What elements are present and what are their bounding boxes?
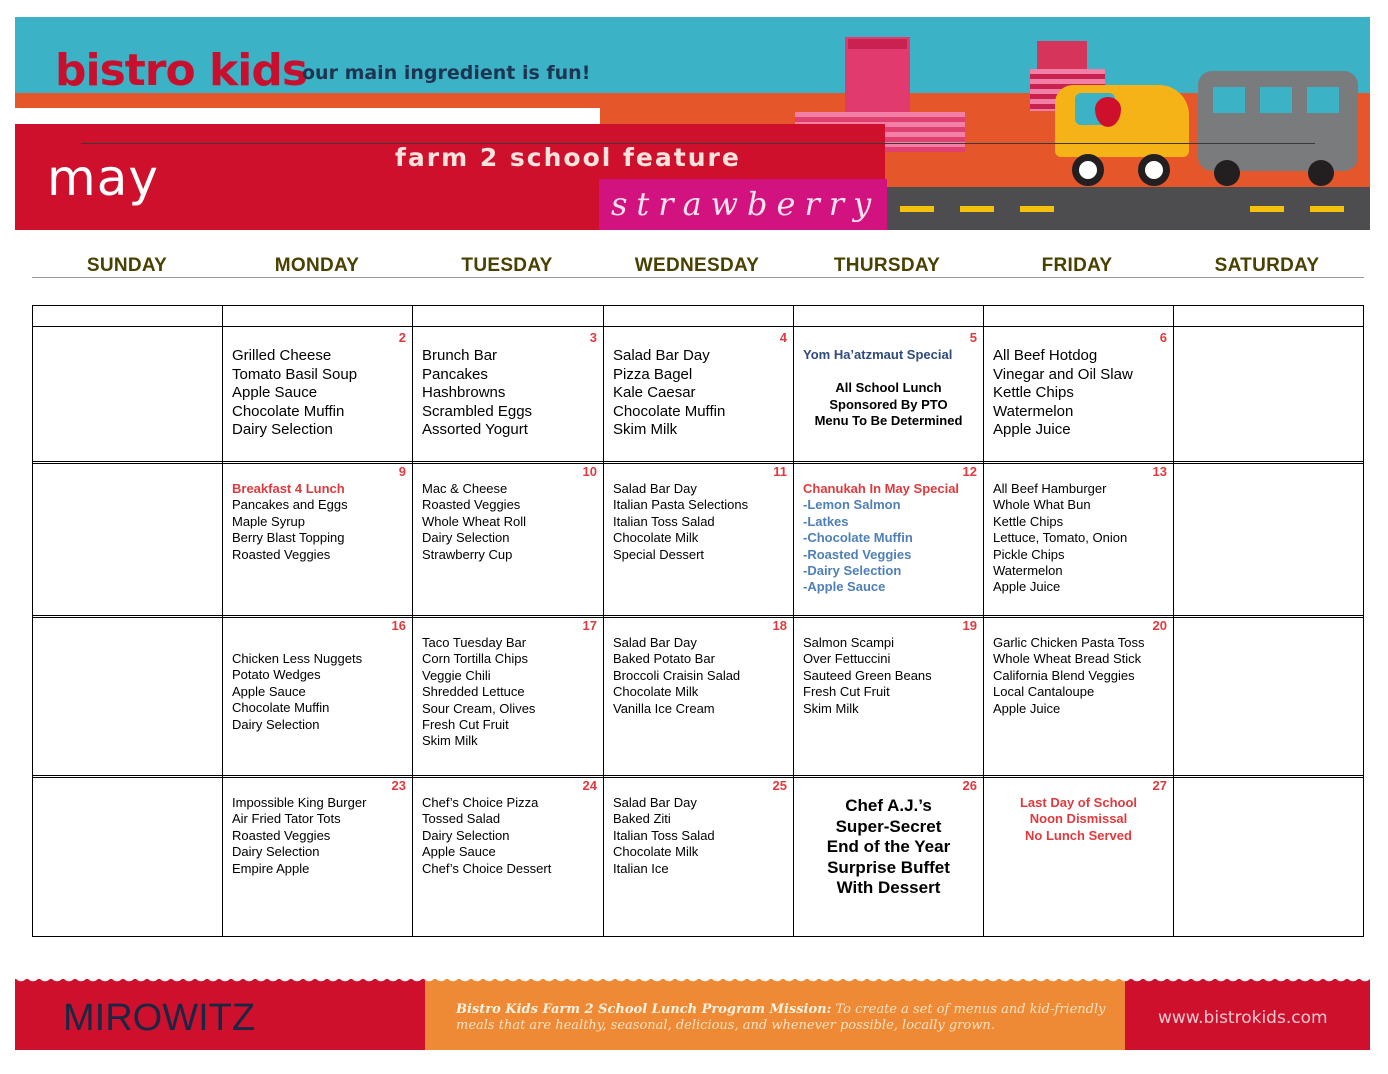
menu-list	[794, 796, 983, 899]
day-cell-17	[413, 618, 603, 774]
menu-item: Tossed Salad	[422, 811, 501, 827]
menu-item: Apple Juice	[993, 700, 1061, 716]
special-title: Chanukah In May Special	[803, 481, 960, 496]
grid-line	[33, 615, 1363, 616]
weekday-monday: MONDAY	[274, 255, 360, 276]
menu-item: Assorted Yogurt	[422, 421, 528, 438]
menu-item: Roasted Veggies	[232, 546, 331, 562]
menu-item: Watermelon	[993, 563, 1063, 579]
menu-list	[984, 795, 1173, 844]
day-cell-24	[413, 778, 603, 936]
building-roof	[848, 39, 907, 49]
header-banner	[15, 17, 1370, 230]
menu-item: Impossible King Burger	[232, 795, 367, 810]
menu-item: All Beef Hotdog	[993, 347, 1098, 364]
menu-item: Air Fried Tator Tots	[232, 811, 341, 827]
footer-banner	[15, 975, 1370, 1050]
menu-item: Salad Bar Day	[613, 795, 697, 810]
menu-list	[422, 795, 551, 877]
menu-item: Apple Sauce	[422, 844, 496, 860]
menu-item: Grilled Cheese	[232, 347, 332, 364]
mission-label: Bistro Kids Farm 2 School Lunch Program Mission:	[456, 1002, 832, 1017]
bus-illustration	[1198, 71, 1358, 171]
menu-item: Mac & Cheese	[422, 481, 508, 496]
menu-item: Empire Apple	[232, 860, 310, 876]
menu-item: Local Cantaloupe	[993, 684, 1095, 700]
menu-item: Italian Pasta Selections	[613, 497, 749, 513]
wheel-icon	[1072, 154, 1104, 186]
menu-item: -Lemon Salmon	[803, 497, 901, 513]
grid-line	[1173, 306, 1174, 936]
menu-item: Italian Toss Salad	[613, 513, 715, 529]
menu-list	[422, 347, 532, 440]
road-illustration	[885, 187, 1370, 230]
date-number: 19	[962, 618, 977, 633]
menu-item: Apple Juice	[993, 579, 1061, 595]
day-cell-23	[223, 778, 412, 936]
day-cell-26	[794, 778, 983, 936]
menu-item: Italian Toss Salad	[613, 827, 715, 843]
menu-item: Chef’s Choice Pizza	[422, 795, 539, 810]
date-number: 12	[962, 464, 977, 479]
school-name: MIROWITZ	[63, 997, 256, 1039]
day-cell-5	[794, 330, 983, 460]
menu-list	[794, 380, 983, 430]
menu-item: Roasted Veggies	[422, 497, 521, 513]
day-cell-19	[794, 618, 983, 774]
weekday-saturday: SATURDAY	[1214, 255, 1320, 276]
day-cell-10	[413, 464, 603, 614]
day-cell-27	[984, 778, 1173, 936]
menu-list	[613, 347, 725, 440]
menu-item: Lettuce, Tomato, Onion	[993, 530, 1128, 546]
day-cell-2	[223, 330, 412, 460]
menu-item: Chocolate Milk	[613, 844, 699, 860]
menu-item: -Dairy Selection	[803, 563, 902, 579]
menu-item: Kale Caesar	[613, 384, 696, 401]
mission-statement	[456, 1002, 1116, 1034]
road-dash	[1310, 206, 1344, 212]
date-number: 2	[398, 330, 406, 345]
menu-item: Whole What Bun	[993, 497, 1091, 513]
menu-item: -Apple Sauce	[803, 579, 886, 595]
menu-item: Surprise Buffet	[827, 857, 950, 877]
menu-item: Super-Secret	[835, 816, 942, 836]
menu-item: -Chocolate Muffin	[803, 530, 913, 546]
day-cell-6	[984, 330, 1173, 460]
day-cell-16	[223, 618, 412, 774]
grid-line	[33, 775, 1363, 776]
menu-item: Scrambled Eggs	[422, 402, 533, 420]
menu-item: Pancakes and Eggs	[232, 497, 348, 513]
footer-scallop-edge	[15, 975, 1370, 987]
road-dash	[900, 206, 934, 212]
menu-item: Dairy Selection	[232, 844, 320, 860]
menu-item: Chef’s Choice Dessert	[422, 860, 552, 876]
menu-item: Chef A.J.’s	[845, 796, 932, 815]
menu-item: Roasted Veggies	[232, 827, 331, 843]
date-number: 3	[589, 330, 597, 345]
menu-item: Salad Bar Day	[613, 347, 710, 364]
bus-window	[1260, 87, 1292, 113]
menu-item: Apple Sauce	[232, 384, 318, 401]
menu-item: With Dessert	[836, 878, 941, 898]
menu-item: Tomato Basil Soup	[232, 365, 358, 383]
menu-item: Dairy Selection	[422, 827, 510, 843]
menu-item: Pizza Bagel	[613, 365, 693, 383]
menu-item: Kettle Chips	[993, 384, 1074, 401]
menu-list	[993, 635, 1145, 717]
menu-item: Whole Wheat Roll	[422, 513, 527, 529]
date-number: 5	[969, 330, 977, 345]
menu-item: Broccoli Craisin Salad	[613, 667, 741, 683]
menu-item: Shredded Lettuce	[422, 684, 525, 700]
menu-list	[993, 481, 1127, 596]
menu-item: Strawberry Cup	[422, 546, 513, 562]
day-cell-4	[604, 330, 793, 460]
day-cell-11	[604, 464, 793, 614]
brand-logo: bistro kids	[55, 45, 308, 96]
menu-item: Dairy Selection	[232, 716, 320, 732]
weekday-thursday: THURSDAY	[833, 255, 941, 276]
menu-item: Pancakes	[422, 365, 488, 383]
feature-item: strawberry	[611, 185, 881, 223]
date-number: 18	[772, 618, 787, 633]
day-cell-12	[794, 464, 983, 614]
menu-item: End of the Year	[826, 837, 951, 857]
menu-item: All Beef Hamburger	[993, 481, 1107, 496]
bus-window	[1307, 87, 1339, 113]
date-number: 23	[391, 778, 406, 793]
menu-item: Chocolate Muffin	[613, 402, 726, 420]
menu-item: Chocolate Muffin	[232, 402, 345, 420]
date-number: 24	[582, 778, 597, 793]
menu-item: Salad Bar Day	[613, 635, 697, 650]
menu-item: Sour Cream, Olives	[422, 700, 536, 716]
menu-item: Skim Milk	[803, 700, 859, 716]
website-link[interactable]: www.bistrokids.com	[1158, 1008, 1328, 1028]
menu-item: Italian Ice	[613, 860, 669, 876]
menu-item: Veggie Chili	[422, 667, 491, 683]
road-dash	[1020, 206, 1054, 212]
menu-item: Kettle Chips	[993, 513, 1064, 529]
month-title: may	[47, 149, 159, 207]
menu-item: All School Lunch	[835, 380, 942, 395]
menu-item: Skim Milk	[422, 733, 478, 749]
date-number: 25	[772, 778, 787, 793]
menu-item: Sauteed Green Beans	[803, 667, 932, 683]
menu-item: Whole Wheat Bread Stick	[993, 651, 1142, 667]
brand-tagline: our main ingredient is fun!	[302, 62, 591, 84]
menu-item: Dairy Selection	[422, 530, 510, 546]
menu-item: Last Day of School	[1019, 795, 1138, 810]
menu-item: Over Fettuccini	[803, 651, 891, 667]
menu-item: Special Dessert	[613, 546, 705, 562]
menu-list	[422, 481, 526, 563]
weekday-header-row	[32, 255, 1364, 278]
menu-item: Sponsored By PTO	[829, 396, 948, 412]
weekday-wednesday: WEDNESDAY	[634, 255, 760, 276]
menu-item: Noon Dismissal	[1029, 811, 1128, 827]
menu-list	[993, 347, 1133, 440]
menu-list	[232, 795, 366, 877]
date-number: 20	[1152, 618, 1167, 633]
menu-item: No Lunch Served	[1025, 827, 1132, 843]
special-title: Breakfast 4 Lunch	[232, 481, 345, 496]
date-number: 4	[779, 330, 787, 345]
road-dash	[960, 206, 994, 212]
menu-item: Chocolate Milk	[613, 684, 699, 700]
day-cell-25	[604, 778, 793, 936]
menu-item: -Roasted Veggies	[803, 546, 912, 562]
menu-list	[232, 347, 357, 440]
menu-list	[613, 795, 715, 877]
menu-item: Salmon Scampi	[803, 635, 895, 650]
weekday-tuesday: TUESDAY	[461, 255, 553, 276]
menu-item: Hashbrowns	[422, 384, 506, 401]
menu-item: Chocolate Muffin	[232, 700, 330, 716]
menu-item: Watermelon	[993, 402, 1074, 420]
menu-item: Pickle Chips	[993, 546, 1065, 562]
day-cell-3	[413, 330, 603, 460]
road-dash	[1250, 206, 1284, 212]
menu-item: Brunch Bar	[422, 347, 498, 364]
mission-text: To create a set of menus and kid-friendly meals that are healthy, seasonal, delicious, and whenever possible, locally grown.	[456, 1002, 1106, 1033]
date-number: 26	[962, 778, 977, 793]
day-cell-13	[984, 464, 1173, 614]
date-number: 6	[1159, 330, 1167, 345]
day-cell-9	[223, 464, 412, 614]
wheel-icon	[1214, 160, 1240, 186]
menu-item: Baked Potato Bar	[613, 651, 715, 667]
grid-line	[33, 461, 1363, 462]
menu-item: Garlic Chicken Pasta Toss	[993, 635, 1145, 650]
menu-item: Apple Sauce	[232, 683, 306, 699]
menu-item: Menu To Be Determined	[814, 413, 963, 428]
menu-item: Fresh Cut Fruit	[422, 717, 509, 733]
menu-item: Corn Tortilla Chips	[422, 651, 528, 667]
date-number: 27	[1152, 778, 1167, 793]
weekday-friday: FRIDAY	[1041, 255, 1113, 276]
wheel-icon	[1138, 154, 1170, 186]
menu-item: Chocolate Milk	[613, 530, 699, 546]
feature-title: farm 2 school feature	[395, 143, 741, 172]
menu-list	[803, 481, 959, 596]
menu-item: Vinegar and Oil Slaw	[993, 365, 1133, 383]
menu-item: Fresh Cut Fruit	[803, 684, 890, 700]
menu-list	[422, 635, 535, 750]
menu-item: Dairy Selection	[232, 421, 333, 438]
menu-list	[613, 635, 740, 717]
menu-item: Potato Wedges	[232, 667, 321, 683]
menu-list	[803, 635, 932, 717]
day-cell-20	[984, 618, 1173, 774]
wheel-icon	[1308, 160, 1334, 186]
menu-item: Maple Syrup	[232, 513, 305, 529]
menu-item: -Latkes	[803, 513, 849, 529]
menu-item: Apple Juice	[993, 421, 1071, 438]
menu-item: Skim Milk	[613, 421, 678, 438]
bus-window	[1213, 87, 1245, 113]
calendar-grid	[32, 305, 1364, 937]
date-number: 11	[773, 464, 787, 479]
date-number: 17	[582, 618, 597, 633]
menu-item: Salad Bar Day	[613, 481, 697, 496]
menu-list	[613, 481, 748, 563]
menu-item: Chicken Less Nuggets	[232, 651, 363, 666]
date-number: 13	[1152, 464, 1167, 479]
menu-item: Berry Blast Topping	[232, 530, 345, 546]
date-number: 10	[582, 464, 597, 479]
menu-item: California Blend Veggies	[993, 667, 1135, 683]
special-title: Yom Ha’atzmaut Special	[803, 347, 953, 362]
menu-item: Vanilla Ice Cream	[613, 700, 715, 716]
grid-line	[33, 326, 1363, 327]
menu-item: Baked Ziti	[613, 811, 671, 827]
menu-item: Taco Tuesday Bar	[422, 635, 527, 650]
date-number: 9	[398, 464, 406, 479]
menu-list	[232, 651, 362, 733]
date-number: 16	[391, 618, 406, 633]
day-cell-18	[604, 618, 793, 774]
weekday-sunday: SUNDAY	[86, 255, 168, 276]
menu-list	[232, 481, 348, 563]
